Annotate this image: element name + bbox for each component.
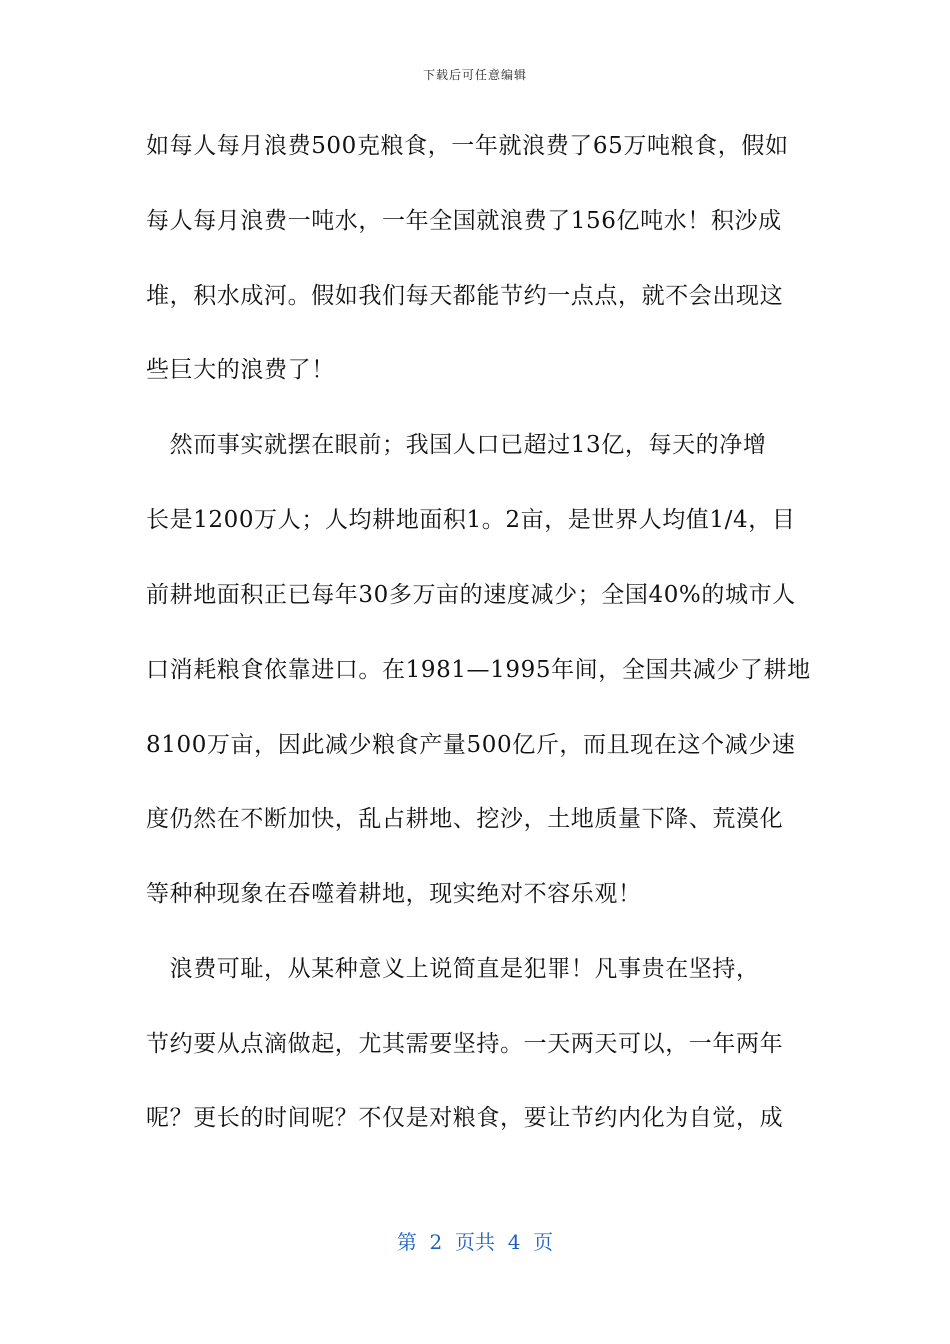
text-line: 前耕地面积正已每年30多万亩的速度减少；全国40%的城市人 — [146, 582, 796, 608]
text-line: 浪费可耻，从某种意义上说简直是犯罪！凡事贵在坚持， — [146, 956, 760, 982]
text-line: 长是1200万人；人均耕地面积1。2亩，是世界人均值1/4，目 — [146, 507, 796, 533]
text-line: 每人每月浪费一吨水，一年全国就浪费了156亿吨水！积沙成 — [146, 208, 782, 234]
text-line: 如每人每月浪费500克粮食，一年就浪费了65万吨粮食，假如 — [146, 133, 789, 159]
text-line: 然而事实就摆在眼前；我国人口已超过13亿，每天的净增 — [146, 432, 767, 458]
text-line: 些巨大的浪费了！ — [146, 357, 335, 383]
text-line: 口消耗粮食依靠进口。在1981—1995年间，全国共减少了耕地 — [146, 657, 811, 683]
page-header: 下载后可任意编辑 — [422, 68, 527, 82]
text-line: 度仍然在不断加快，乱占耕地、挖沙，土地质量下降、荒漠化 — [146, 806, 784, 832]
text-line: 呢？更长的时间呢？不仅是对粮食，要让节约内化为自觉，成 — [146, 1105, 784, 1131]
page-number-footer: 第 2 页共 4 页 — [396, 1230, 554, 1254]
text-line: 8100万亩，因此减少粮食产量500亿斤，而且现在这个减少速 — [146, 732, 796, 758]
text-line: 节约要从点滴做起，尤其需要坚持。一天两天可以，一年两年 — [146, 1031, 784, 1057]
text-line: 堆，积水成河。假如我们每天都能节约一点点，就不会出现这 — [146, 283, 784, 309]
text-line: 等种种现象在吞噬着耕地，现实绝对不容乐观！ — [146, 881, 642, 907]
